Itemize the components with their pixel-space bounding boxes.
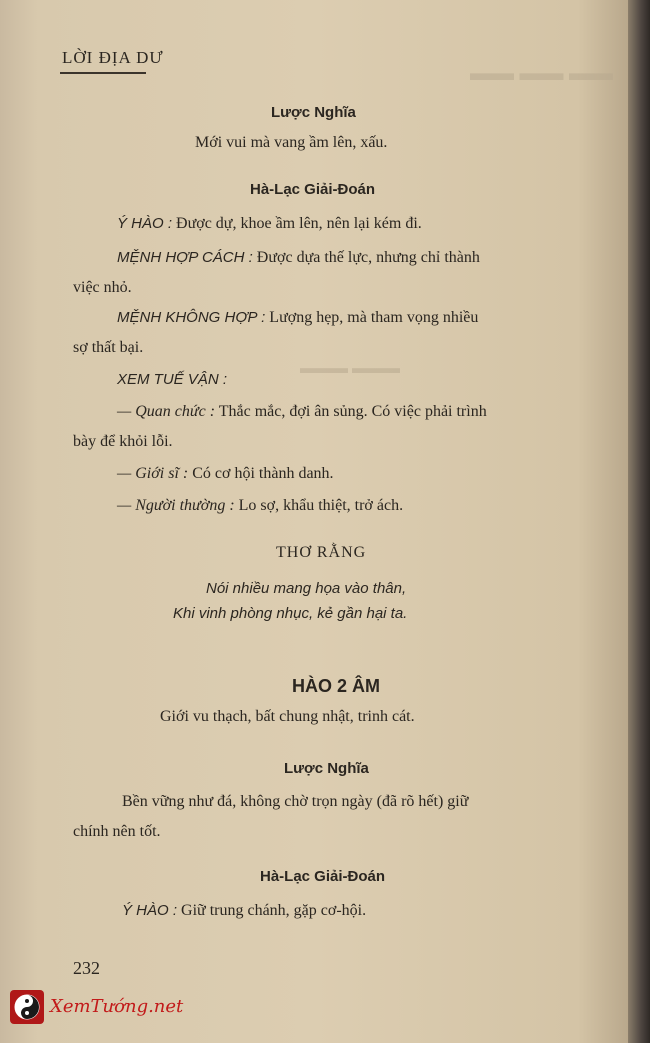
paragraph-line: bày để khỏi lỗi. (73, 433, 173, 450)
paragraph-line (117, 309, 478, 327)
poem-line: Khi vinh phòng nhục, kẻ gần hại ta. (173, 605, 408, 622)
paragraph-line: chính nên tốt. (73, 823, 161, 840)
entry-label: — Người thường : (117, 497, 235, 514)
paragraph-line: việc nhỏ. (73, 279, 132, 296)
entry-label: — Quan chức : (117, 403, 216, 420)
section-heading: Hà-Lạc Giải-Đoán (260, 868, 386, 885)
paragraph-line (117, 249, 480, 267)
entry-text: Thắc mắc, đợi ân sủng. Có việc phải trình (215, 403, 487, 420)
paragraph-line: Mới vui mà vang ầm lên, xấu. (195, 134, 388, 151)
watermark-logo[interactable] (10, 990, 184, 1026)
entry-text: Lo sợ, khẩu thiệt, trở ách. (234, 497, 404, 514)
section-heading: Lược Nghĩa (271, 104, 356, 121)
book-spine-edge (628, 0, 650, 1043)
paragraph-line (117, 215, 422, 233)
running-head-rule (60, 72, 146, 74)
paragraph-line (117, 465, 334, 483)
bleed-through-shadow: ▬▬ ▬▬ ▬▬ (470, 60, 613, 85)
paragraph-line: Bền vững như đá, không chờ trọn ngày (đã rõ hết) giữ (122, 793, 469, 810)
entry-label: MỆNH KHÔNG HỢP : (117, 309, 266, 326)
paragraph-line (122, 902, 366, 920)
poem-title: THƠ RẰNG (276, 544, 367, 561)
poem-line: Nói nhiều mang họa vào thân, (206, 580, 407, 597)
entry-text: Được dự, khoe ầm lên, nên lại kém đi. (172, 215, 422, 232)
entry-label: MỆNH HỢP CÁCH : (117, 249, 253, 266)
watermark-text: XemTướng.net (50, 996, 184, 1017)
entry-label: Ý HÀO : (122, 902, 178, 919)
entry-label: Ý HÀO : (117, 215, 173, 232)
hao-heading: HÀO 2 ÂM (292, 676, 381, 696)
paragraph-line: sợ thất bại. (73, 339, 144, 356)
bleed-through-shadow: ▬▬▬ ▬▬▬ (300, 360, 400, 377)
entry-text: Lượng hẹp, mà tham vọng nhiều (265, 309, 479, 326)
section-heading: Hà-Lạc Giải-Đoán (250, 181, 376, 198)
section-heading: Lược Nghĩa (284, 760, 369, 777)
entry-text: Giữ trung chánh, gặp cơ-hội. (177, 902, 367, 919)
entry-label: — Giới sĩ : (117, 465, 189, 482)
paragraph-line (117, 403, 487, 421)
yin-yang-icon (10, 990, 44, 1024)
paragraph-line: Giới vu thạch, bất chung nhật, trinh cát. (160, 708, 415, 725)
entry-text: Có cơ hội thành danh. (188, 465, 334, 482)
page-number: 232 (73, 958, 100, 978)
entry-text: Được dựa thế lực, nhưng chỉ thành (252, 249, 480, 266)
paragraph-line (117, 497, 403, 515)
running-head: LỜI ĐỊA DƯ (62, 48, 164, 67)
subheading: XEM TUẾ VẬN : (117, 371, 228, 388)
